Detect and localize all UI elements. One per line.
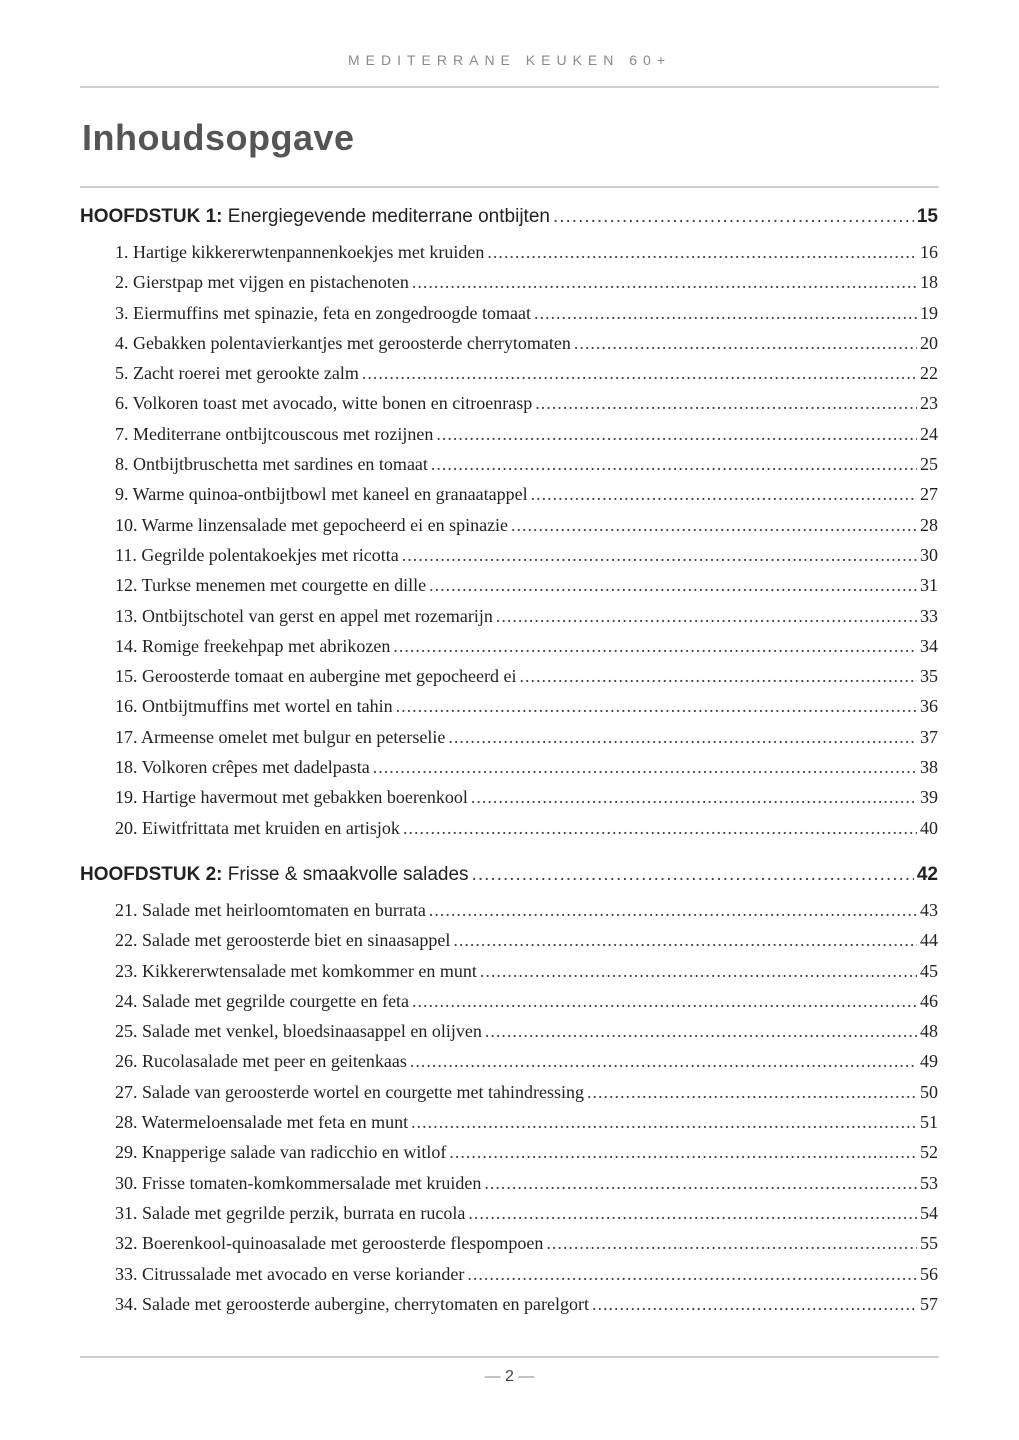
toc-list-chapter-1 bbox=[80, 242, 938, 848]
entry-title: 16. Ontbijtmuffins met wortel en tahin bbox=[115, 696, 393, 717]
entry-title: 29. Knapperige salade van radicchio en witlof bbox=[115, 1142, 447, 1163]
toc-entry[interactable] bbox=[115, 454, 938, 484]
toc-entry[interactable] bbox=[115, 1294, 938, 1324]
dot-leader bbox=[468, 1203, 917, 1224]
toc-entry[interactable] bbox=[115, 484, 938, 514]
dot-leader bbox=[546, 1233, 917, 1254]
dot-leader bbox=[429, 575, 917, 596]
footer-rule bbox=[80, 1356, 939, 1358]
entry-page-number: 54 bbox=[920, 1202, 938, 1223]
entry-title: 19. Hartige havermout met gebakken boerenkool bbox=[115, 787, 468, 808]
chapter-prefix: HOOFDSTUK 2: bbox=[80, 863, 223, 885]
dot-leader bbox=[436, 424, 917, 445]
toc-entry[interactable] bbox=[115, 575, 938, 605]
chapter-page-number: 42 bbox=[916, 863, 938, 885]
dot-leader bbox=[574, 333, 917, 354]
entry-title: 28. Watermeloensalade met feta en munt bbox=[115, 1112, 409, 1133]
dot-leader bbox=[429, 900, 917, 921]
dot-leader bbox=[485, 1021, 917, 1042]
chapter-page-number: 15 bbox=[916, 206, 938, 227]
toc-list-chapter-2 bbox=[80, 900, 938, 1324]
toc-entry[interactable] bbox=[115, 272, 938, 302]
entry-title: 24. Salade met gegrilde courgette en feta bbox=[115, 990, 410, 1011]
entry-title: 7. Mediterrane ontbijtcouscous met rozijnen bbox=[115, 423, 434, 444]
footer-dash-left: — bbox=[484, 1368, 501, 1385]
dot-leader bbox=[412, 272, 917, 293]
dot-leader bbox=[410, 1051, 917, 1072]
entry-page-number: 25 bbox=[920, 454, 938, 475]
page-title: Inhoudsopgave bbox=[82, 117, 355, 158]
toc-entry[interactable] bbox=[115, 900, 938, 930]
entry-page-number: 35 bbox=[920, 666, 938, 687]
toc-entry[interactable] bbox=[115, 1021, 938, 1051]
entry-title: 11. Gegrilde polentakoekjes met ricotta bbox=[115, 544, 399, 565]
page-number: 2 bbox=[505, 1368, 514, 1385]
entry-page-number: 45 bbox=[920, 960, 938, 981]
entry-title: 34. Salade met geroosterde aubergine, cherrytomaten en parelgort bbox=[115, 1293, 589, 1314]
entry-title: 13. Ontbijtschotel van gerst en appel met rozemarijn bbox=[115, 605, 493, 626]
toc-entry[interactable] bbox=[115, 787, 938, 817]
chapter-heading bbox=[80, 864, 469, 886]
dot-leader bbox=[453, 930, 917, 951]
toc-entry[interactable] bbox=[115, 1142, 938, 1172]
toc-entry[interactable] bbox=[115, 1264, 938, 1294]
entry-title: 17. Armeense omelet met bulgur en peterselie bbox=[115, 726, 446, 747]
chapter-heading bbox=[80, 206, 550, 228]
dot-leader bbox=[534, 303, 917, 324]
dot-leader bbox=[484, 1173, 917, 1194]
entry-title: 25. Salade met venkel, bloedsinaasappel en olijven bbox=[115, 1021, 482, 1042]
dot-leader bbox=[402, 545, 917, 566]
entry-title: 9. Warme quinoa-ontbijtbowl met kaneel en granaatappel bbox=[115, 484, 528, 505]
toc-entry[interactable] bbox=[115, 636, 938, 666]
entry-page-number: 34 bbox=[920, 635, 938, 656]
toc-entry[interactable] bbox=[115, 1173, 938, 1203]
toc-entry[interactable] bbox=[115, 818, 938, 848]
entry-title: 8. Ontbijtbruschetta met sardines en tomaat bbox=[115, 454, 428, 475]
dot-leader bbox=[535, 393, 917, 414]
entry-title: 32. Boerenkool-quinoasalade met geroosterde flespompoen bbox=[115, 1233, 544, 1254]
entry-page-number: 44 bbox=[920, 930, 938, 951]
toc-entry[interactable] bbox=[115, 242, 938, 272]
dot-leader bbox=[396, 696, 917, 717]
entry-page-number: 23 bbox=[920, 393, 938, 414]
dot-leader bbox=[553, 206, 914, 228]
entry-title: 22. Salade met geroosterde biet en sinaasappel bbox=[115, 930, 451, 951]
entry-title: 10. Warme linzensalade met gepocheerd ei en spinazie bbox=[115, 514, 509, 535]
toc-entry[interactable] bbox=[115, 930, 938, 960]
entry-page-number: 36 bbox=[920, 696, 938, 717]
dot-leader bbox=[511, 515, 917, 536]
toc-entry[interactable] bbox=[115, 303, 938, 333]
entry-title: 4. Gebakken polentavierkantjes met geroosterde cherrytomaten bbox=[115, 332, 571, 353]
toc-entry[interactable] bbox=[115, 991, 938, 1021]
footer-dash-right: — bbox=[518, 1368, 535, 1385]
header-rule bbox=[80, 86, 939, 88]
dot-leader bbox=[448, 727, 917, 748]
running-header: MEDITERRANE KEUKEN 60+ bbox=[348, 52, 671, 68]
entry-page-number: 30 bbox=[920, 544, 938, 565]
entry-page-number: 48 bbox=[920, 1021, 938, 1042]
toc-entry[interactable] bbox=[115, 1082, 938, 1112]
dot-leader bbox=[587, 1082, 917, 1103]
toc-entry[interactable] bbox=[115, 333, 938, 363]
entry-title: 26. Rucolasalade met peer en geitenkaas bbox=[115, 1051, 407, 1072]
entry-page-number: 52 bbox=[920, 1142, 938, 1163]
entry-title: 15. Geroosterde tomaat en aubergine met gepocheerd ei bbox=[115, 666, 517, 687]
entry-page-number: 37 bbox=[920, 726, 938, 747]
toc-entry[interactable] bbox=[115, 363, 938, 393]
toc-entry[interactable] bbox=[115, 666, 938, 696]
entry-page-number: 38 bbox=[920, 757, 938, 778]
toc-entry[interactable] bbox=[115, 393, 938, 423]
dot-leader bbox=[467, 1264, 917, 1285]
dot-leader bbox=[531, 484, 917, 505]
dot-leader bbox=[403, 818, 917, 839]
chapter-title: Energiegevende mediterrane ontbijten bbox=[227, 206, 550, 227]
entry-title: 2. Gierstpap met vijgen en pistachenoten bbox=[115, 272, 409, 293]
toc-entry[interactable] bbox=[115, 1112, 938, 1142]
entry-page-number: 39 bbox=[920, 787, 938, 808]
entry-page-number: 19 bbox=[920, 302, 938, 323]
dot-leader bbox=[472, 864, 914, 886]
toc-entry[interactable] bbox=[115, 757, 938, 787]
entry-page-number: 50 bbox=[920, 1081, 938, 1102]
entry-page-number: 51 bbox=[920, 1112, 938, 1133]
dot-leader bbox=[471, 787, 917, 808]
entry-page-number: 22 bbox=[920, 363, 938, 384]
entry-page-number: 55 bbox=[920, 1233, 938, 1254]
toc-entry[interactable] bbox=[115, 696, 938, 726]
toc-entry[interactable] bbox=[115, 727, 938, 757]
entry-title: 21. Salade met heirloomtomaten en burrata bbox=[115, 899, 426, 920]
dot-leader bbox=[362, 363, 917, 384]
dot-leader bbox=[373, 757, 917, 778]
entry-title: 31. Salade met gegrilde perzik, burrata en rucola bbox=[115, 1202, 466, 1223]
entry-page-number: 24 bbox=[920, 423, 938, 444]
entry-page-number: 27 bbox=[920, 484, 938, 505]
entry-page-number: 57 bbox=[920, 1293, 938, 1314]
entry-page-number: 33 bbox=[920, 605, 938, 626]
entry-page-number: 16 bbox=[920, 242, 938, 262]
chapter-prefix: HOOFDSTUK 1: bbox=[80, 206, 223, 227]
dot-leader bbox=[487, 242, 917, 263]
entry-title: 23. Kikkererwtensalade met komkommer en munt bbox=[115, 960, 477, 981]
dot-leader bbox=[393, 636, 917, 657]
entry-title: 33. Citrussalade met avocado en verse koriander bbox=[115, 1263, 465, 1284]
toc-entry[interactable] bbox=[115, 515, 938, 545]
entry-page-number: 46 bbox=[920, 990, 938, 1011]
entry-title: 5. Zacht roerei met gerookte zalm bbox=[115, 363, 359, 384]
chapter-title: Frisse & smaakvolle salades bbox=[227, 863, 469, 885]
entry-page-number: 40 bbox=[920, 817, 938, 838]
dot-leader bbox=[520, 666, 917, 687]
entry-page-number: 49 bbox=[920, 1051, 938, 1072]
toc-chapter-1[interactable] bbox=[80, 206, 938, 239]
entry-title: 30. Frisse tomaten-komkommersalade met kruiden bbox=[115, 1172, 482, 1193]
entry-title: 1. Hartige kikkererwtenpannenkoekjes met kruiden bbox=[115, 242, 485, 262]
entry-title: 6. Volkoren toast met avocado, witte bonen en citroenrasp bbox=[115, 393, 533, 414]
toc-entry[interactable] bbox=[115, 545, 938, 575]
toc-entry[interactable] bbox=[115, 961, 938, 991]
entry-title: 3. Eiermuffins met spinazie, feta en zongedroogde tomaat bbox=[115, 302, 532, 323]
entry-title: 27. Salade van geroosterde wortel en courgette met tahindressing bbox=[115, 1081, 585, 1102]
entry-page-number: 56 bbox=[920, 1263, 938, 1284]
dot-leader bbox=[412, 991, 917, 1012]
entry-page-number: 43 bbox=[920, 899, 938, 920]
table-of-contents bbox=[80, 206, 938, 1324]
entry-page-number: 20 bbox=[920, 332, 938, 353]
page-footer bbox=[80, 1368, 939, 1386]
entry-title: 14. Romige freekehpap met abrikozen bbox=[115, 635, 391, 656]
dot-leader bbox=[431, 454, 917, 475]
dot-leader bbox=[411, 1112, 917, 1133]
entry-page-number: 28 bbox=[920, 514, 938, 535]
dot-leader bbox=[449, 1142, 917, 1163]
toc-chapter-2[interactable] bbox=[80, 864, 938, 897]
entry-title: 12. Turkse menemen met courgette en dille bbox=[115, 575, 427, 596]
dot-leader bbox=[592, 1294, 917, 1315]
entry-page-number: 53 bbox=[920, 1172, 938, 1193]
title-rule bbox=[80, 186, 939, 188]
entry-page-number: 18 bbox=[920, 272, 938, 293]
toc-entry[interactable] bbox=[115, 1051, 938, 1081]
entry-page-number: 31 bbox=[920, 575, 938, 596]
toc-entry[interactable] bbox=[115, 606, 938, 636]
entry-title: 18. Volkoren crêpes met dadelpasta bbox=[115, 757, 370, 778]
dot-leader bbox=[480, 961, 917, 982]
toc-entry[interactable] bbox=[115, 1203, 938, 1233]
entry-title: 20. Eiwitfrittata met kruiden en artisjok bbox=[115, 817, 400, 838]
toc-entry[interactable] bbox=[115, 424, 938, 454]
toc-entry[interactable] bbox=[115, 1233, 938, 1263]
dot-leader bbox=[496, 606, 917, 627]
